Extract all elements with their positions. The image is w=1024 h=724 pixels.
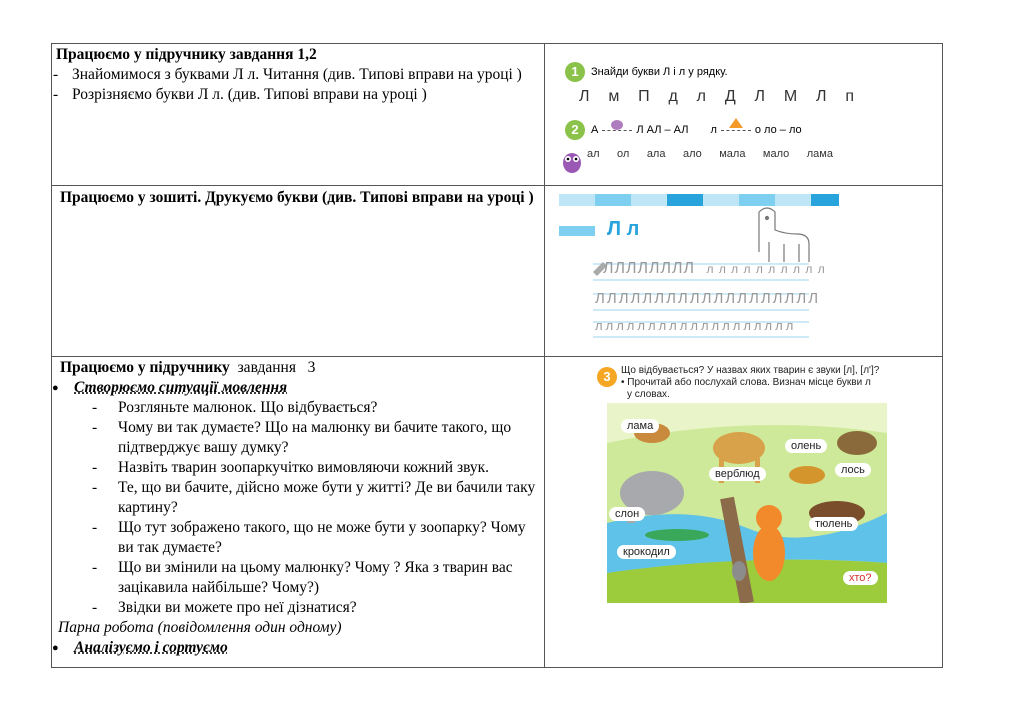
row1-image-cell — [545, 44, 943, 186]
syllable-row: ал ол ала ало мала мало лама — [587, 148, 833, 160]
owl-icon — [602, 130, 632, 131]
exercise-instruction: у словах. — [627, 389, 670, 400]
list-item: - Що тут зображено такого, що не може бути у зоопарку? Чому ви так думаєте? — [92, 519, 526, 556]
copy-row-2: ЛЛЛЛЛЛЛЛЛЛЛЛЛЛЛЛЛЛЛ — [595, 290, 821, 307]
moose-icon — [837, 431, 877, 455]
table-row — [52, 186, 943, 357]
label-elephant: слон — [609, 507, 645, 521]
row1-text-cell — [52, 44, 545, 186]
label-llama: лама — [621, 419, 659, 433]
row3-image-cell — [545, 357, 943, 668]
list-item: - Назвіть тварин зоопаркучітко вимовляючи кожний звук. — [92, 459, 490, 476]
workbook-letters — [545, 186, 942, 354]
copy-row-3: ллллллллллллллллллл — [595, 318, 797, 333]
label-who: хто? — [843, 571, 878, 585]
mouse-icon — [732, 561, 746, 581]
exercise-instruction: • Прочитай або послухай слова. Визнач місце букви л — [621, 377, 871, 388]
exercise-number: 1 — [565, 62, 585, 82]
row3-text-cell — [52, 357, 545, 668]
textbook-exercise-1-2: 1 Знайди букви Л і л у рядку. Л м П д л Д Л М Л п 2 А Л АЛ – АЛ л о ло – ло ал ол ала ало мала мало лама — [545, 44, 942, 174]
list-item: - Розгляньте малюнок. Що відбувається? — [92, 399, 378, 416]
exercise-number: 2 — [565, 120, 585, 140]
label-moose: лось — [835, 463, 871, 477]
lesson-table — [51, 43, 943, 668]
fox-icon — [721, 130, 751, 131]
exercise-number: 3 — [597, 367, 617, 387]
list-item: - Чому ви так думаєте? Що на малюнку ви бачите такого, що підтверджує вашу думку? — [92, 419, 512, 456]
label-crocodile: крокодил — [617, 545, 676, 559]
textbook-exercise-3 — [545, 357, 942, 665]
list-item: - Розрізняємо букви Л л. (див. Типові вправи на уроці ) — [53, 86, 427, 103]
exercise-instruction: Що відбувається? У назвах яких тварин є звуки [л], [л']? — [621, 365, 880, 376]
list-item: ● Створюємо ситуації мовлення — [52, 379, 288, 396]
cat-icon — [753, 505, 785, 581]
hedgehog-icon — [789, 466, 825, 484]
list-item: - Знайомимося з буквами Л л. Читання (див. Типові вправи на уроці ) — [53, 66, 522, 83]
list-item: ● Аналізуємо і сортуємо — [52, 639, 228, 656]
list-item: - Звідки ви можете про неї дізнатися? — [92, 599, 357, 616]
list-item: - Що ви змінили на цьому малюнку? Чому ? Яка з тварин вас зацікавила найбільше? Чому?) — [92, 559, 513, 596]
exercise-instruction: Знайди букви Л і л у рядку. — [591, 66, 728, 78]
letters-title: Л л — [607, 218, 640, 240]
pair-work-note: Парна робота (повідомлення один одному) — [58, 619, 342, 636]
alpaca-icon — [759, 208, 809, 262]
row2-image-cell — [545, 186, 943, 357]
list-item: - Те, що ви бачите, дійсно може бути у житті? Де ви бачили таку картину? — [92, 479, 536, 516]
label-seal: тюлень — [809, 517, 858, 531]
row1-heading: Працюємо у підручнику завдання 1,2 — [56, 46, 317, 63]
row2-heading: Працюємо у зошиті. Друкуємо букви (див. Типові вправи на уроці ) — [60, 189, 534, 206]
crocodile-icon — [645, 529, 709, 541]
label-deer: олень — [785, 439, 827, 453]
color-strip — [559, 194, 839, 206]
table-row — [52, 357, 943, 668]
table-row — [52, 44, 943, 186]
color-bar — [559, 226, 595, 236]
label-camel: верблюд — [709, 467, 766, 481]
copy-row-1: ЛЛЛЛЛЛЛЛ л л л л л л л л л л — [603, 260, 826, 277]
row2-text-cell — [52, 186, 545, 357]
owl-icon — [561, 148, 583, 174]
letter-row: Л м П д л Д Л М Л п — [579, 88, 854, 105]
row3-heading: Працюємо у підручнику завдання 3 — [60, 359, 316, 376]
